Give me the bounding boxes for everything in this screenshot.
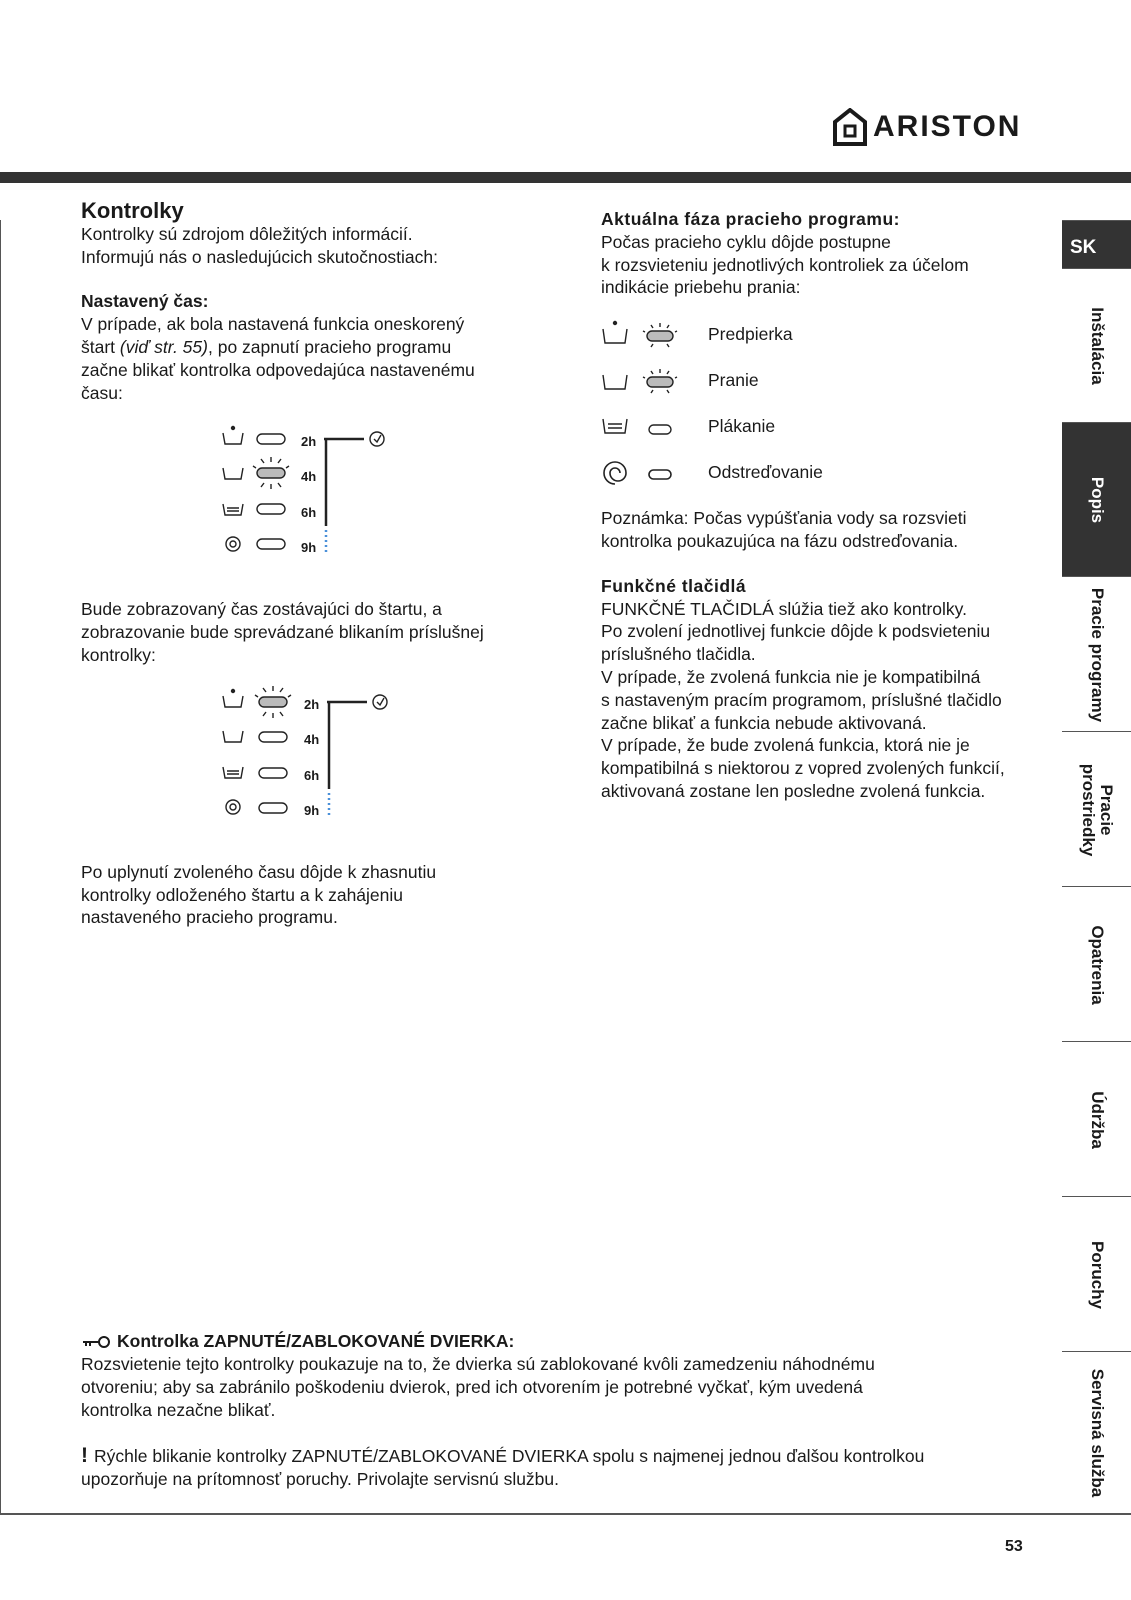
brand-name: ARISTON [873, 110, 1022, 143]
left-column [81, 200, 521, 929]
warning-icon: ! [81, 1444, 88, 1467]
delay-label-9h: 9h [304, 802, 320, 818]
phase-heading: Aktuálna fáza pracieho programu: [601, 209, 900, 229]
phase-label: Predpierka [708, 323, 793, 344]
note-line-1: Poznámka: Počas vypúšťania vody sa rozsvieti [601, 508, 967, 529]
tab-poruchy[interactable] [1062, 1196, 1131, 1352]
func-line-3: príslušného tlačidla. [601, 644, 756, 665]
phase-list [601, 311, 1041, 495]
key-icon [81, 1335, 111, 1349]
rinse-icon [601, 411, 708, 441]
spin-icon [601, 457, 708, 487]
ariston-logo [833, 108, 1021, 146]
tab-label: SK [1070, 237, 1097, 258]
phase-row-rinse [601, 403, 1041, 449]
func-line-4: V prípade, že zvolená funkcia nie je kompatibilná [601, 666, 981, 687]
tab-label: Pracie prostriedky [1078, 763, 1116, 856]
intro-line-2: Informujú nás o nasledujúcich skutočnostiach: [81, 246, 439, 267]
warning-text: Rýchle blikanie kontrolky ZAPNUTÉ/ZABLOKOVANÉ DVIERKA spolu s najmenej jednou ďalšou kontrolkou [94, 1446, 925, 1466]
page-number: 53 [1005, 1538, 1023, 1555]
phase-label: Odstreďovanie [708, 461, 823, 482]
func-line-5: s nastaveným pracím programom, príslušné tlačidlo [601, 689, 1002, 710]
phase-line-3: indikácie priebehu prania: [601, 277, 801, 298]
tab-udrzba[interactable] [1062, 1041, 1131, 1197]
func-line-7: V prípade, že bude zvolená funkcia, ktorá nie je [601, 735, 970, 756]
delay-diagram-2 [221, 689, 441, 839]
tab-pracie-programy[interactable] [1062, 576, 1131, 732]
func-line-8: kompatibilná s niektorou z vopred zvolených funkcií, [601, 758, 1005, 779]
tabs-divider [0, 220, 1, 1513]
delay-label-6h: 6h [304, 767, 320, 783]
tab-pracie-prostriedky[interactable] [1062, 731, 1131, 887]
after-line-2: kontrolky odloženého štartu a k zahájeniu [81, 884, 404, 905]
door-line-3: kontrolka nezačne blikať. [81, 1400, 276, 1420]
delay-label-2h: 2h [301, 434, 317, 450]
delay-diagram-1 [221, 426, 441, 576]
door-line-2: otvoreniu; aby sa zabránilo poškodeniu dvierok, pred ich otvorením je potrebné vyčkať, kým uvedená [81, 1377, 863, 1397]
phase-row-prewash [601, 311, 1041, 357]
remaining-line-1: Bude zobrazovaný čas zostávajúci do štartu, a [81, 599, 442, 620]
delay-label-4h: 4h [301, 469, 317, 485]
tab-label: Pracie programy [1087, 587, 1107, 722]
tab-label: Servisná služba [1087, 1368, 1107, 1498]
intro-line-1: Kontrolky sú zdrojom dôležitých informácií. [81, 223, 413, 244]
delay-label-9h: 9h [301, 540, 317, 556]
note-line-2: kontrolka poukazujúca na fázu odstreďovania. [601, 530, 959, 551]
after-line-3: nastaveného pracieho programu. [81, 907, 338, 928]
function-buttons-heading: Funkčné tlačidlá [601, 575, 747, 596]
remaining-line-3: kontrolky: [81, 644, 156, 665]
set-time-text: štart [81, 336, 120, 357]
footer-rule [0, 1513, 1131, 1515]
set-time-heading: Nastavený čas: [81, 291, 209, 312]
tab-popis[interactable] [1062, 422, 1131, 577]
tab-label: Poruchy [1087, 1240, 1107, 1309]
after-line-1: Po uplynutí zvoleného času dôjde k zhasnutiu [81, 861, 437, 882]
warning-line-1 [81, 1444, 1041, 1468]
func-line-9: aktivovaná zostane len posledne zvolená funkcia. [601, 780, 986, 801]
phase-label: Plákanie [708, 415, 776, 436]
right-column [601, 208, 1041, 803]
tab-servisna-sluzba[interactable] [1062, 1351, 1131, 1514]
phase-line-2: k rozsvieteniu jednotlivých kontroliek za účelom [601, 254, 969, 275]
page-reference: (viď str. 55) [119, 336, 208, 357]
delay-diagram-graphic [221, 689, 441, 839]
func-line-2: Po zvolení jednotlivej funkcie dôjde k podsvieteniu [601, 621, 991, 642]
warning-line-2: upozorňuje na prítomnosť poruchy. Privolajte servisnú službu. [81, 1469, 560, 1489]
phase-label: Pranie [708, 369, 759, 390]
delay-label-2h: 2h [304, 696, 320, 712]
set-time-line-2 [81, 336, 521, 359]
delay-label-4h: 4h [304, 731, 320, 747]
func-line-6: začne blikať a funkcia nebude aktivovaná. [601, 712, 927, 733]
wash-icon [601, 365, 708, 395]
phase-row-spin [601, 449, 1041, 495]
tab-label: Opatrenia [1087, 924, 1107, 1005]
tab-label: Inštalácia [1087, 307, 1107, 385]
tab-opatrenia[interactable] [1062, 886, 1131, 1042]
door-lock-section [81, 1330, 1041, 1491]
delay-diagram-graphic [221, 426, 441, 576]
house-logo-icon [833, 108, 867, 146]
tab-label: Popis [1087, 476, 1107, 524]
set-time-line-3: začne blikať kontrolka odpovedajúca nastavenému [81, 359, 475, 380]
set-time-text: , po zapnutí pracieho programu [207, 336, 452, 357]
tab-instalacia[interactable] [1062, 268, 1131, 423]
phase-line-1: Počas pracieho cyklu dôjde postupne [601, 231, 891, 252]
set-time-line-1: V prípade, ak bola nastavená funkcia oneskorený [81, 314, 465, 335]
remaining-line-2: zobrazovanie bude sprevádzané blikaním príslušnej [81, 622, 484, 643]
prewash-icon [601, 319, 708, 349]
tab-sk[interactable] [1062, 220, 1131, 269]
header-rule [0, 172, 1131, 183]
func-line-1: FUNKČNÉ TLAČIDLÁ slúžia tiež ako kontrolky. [601, 598, 967, 619]
door-line-1: Rozsvietenie tejto kontrolky poukazuje na to, že dvierka sú zablokované kvôli zamedzeniu náhodnému [81, 1354, 875, 1374]
page-title: Kontrolky [81, 198, 184, 223]
delay-label-6h: 6h [301, 505, 317, 521]
door-heading: Kontrolka ZAPNUTÉ/ZABLOKOVANÉ DVIERKA: [117, 1331, 515, 1351]
set-time-line-4: času: [81, 382, 123, 403]
tab-label: Údržba [1087, 1090, 1107, 1149]
door-heading-line [81, 1330, 1041, 1353]
phase-row-wash [601, 357, 1041, 403]
